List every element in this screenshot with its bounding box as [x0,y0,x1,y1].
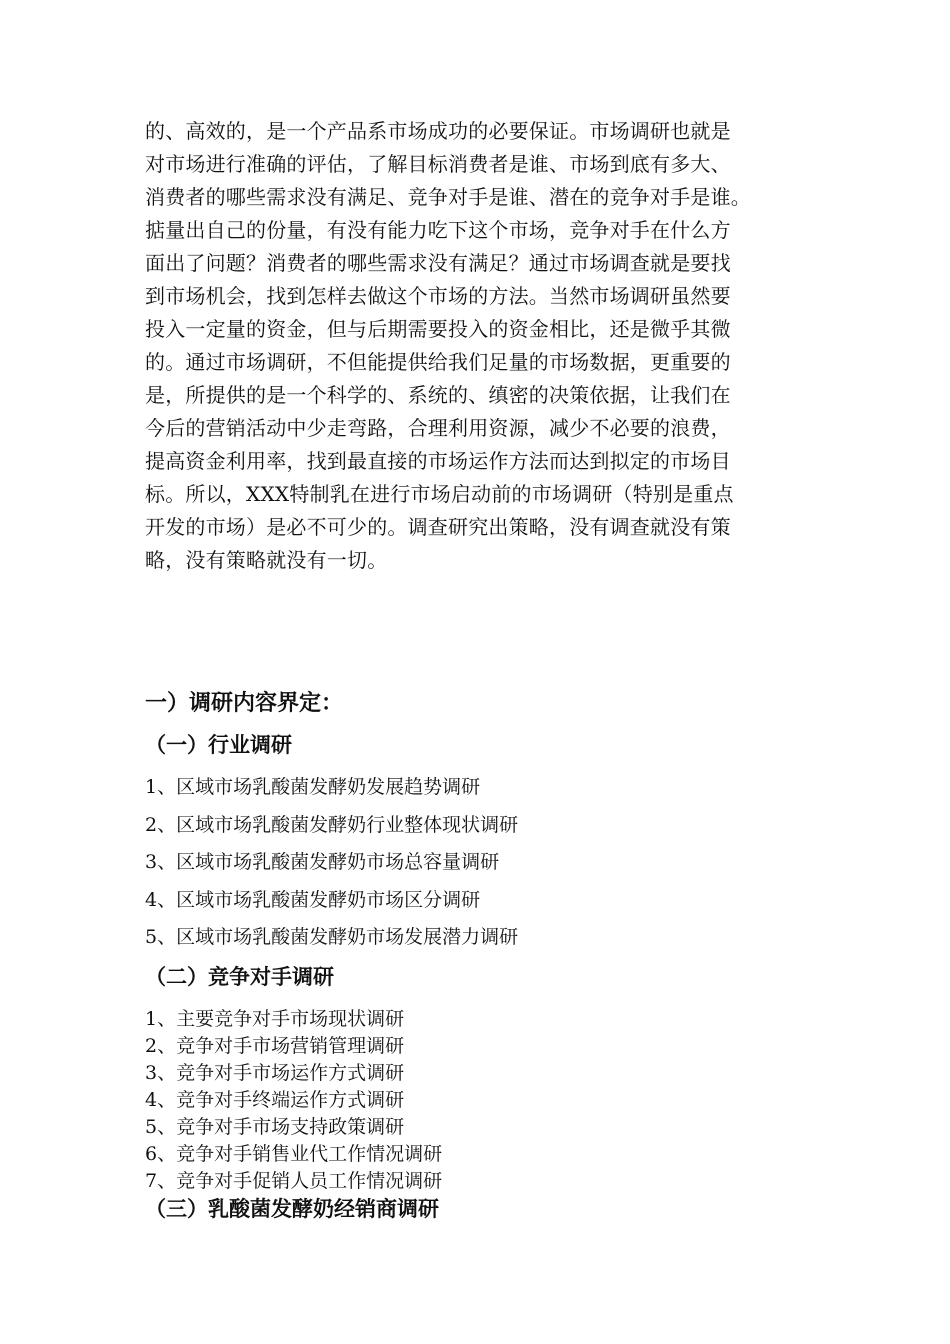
paragraph-line: 对市场进行准确的评估，了解目标消费者是谁、市场到底有多大、 [145,152,731,176]
competitor-research-list [145,1006,442,1195]
paragraph-line: 提高资金利用率，找到最直接的市场运作方法而达到拟定的市场目 [145,449,731,473]
paragraph-line: 今后的营销活动中少走弯路，合理利用资源，减少不必要的浪费， [145,416,731,440]
industry-research-list [145,772,518,960]
paragraph-line: 开发的市场）是必不可少的。调查研究出策略，没有调查就没有策 [145,515,731,539]
paragraph-line: 掂量出自己的份量，有没有能力吃下这个市场，竞争对手在什么方 [145,218,731,242]
paragraph-line: 的。通过市场调研，不但能提供给我们足量的市场数据，更重要的 [145,350,731,374]
paragraph-line: 是，所提供的是一个科学的、系统的、缜密的决策依据，让我们在 [145,383,731,407]
list-item: 6、竞争对手销售业代工作情况调研 [145,1143,443,1165]
paragraph-line: 投入一定量的资金，但与后期需要投入的资金相比，还是微乎其微 [145,317,731,341]
list-item: 2、区域市场乳酸菌发酵奶行业整体现状调研 [145,813,519,836]
paragraph-line: 的、高效的，是一个产品系市场成功的必要保证。市场调研也就是 [145,119,731,143]
list-item: 1、主要竞争对手市场现状调研 [145,1008,405,1030]
list-item: 4、竞争对手终端运作方式调研 [145,1089,405,1111]
list-item: 3、竞争对手市场运作方式调研 [145,1062,405,1084]
paragraph-line: 面出了问题？消费者的哪些需求没有满足？通过市场调查就是要找 [145,251,731,275]
industry-research-heading: （一）行业调研 [145,733,292,757]
list-item: 4、区域市场乳酸菌发酵奶市场区分调研 [145,888,481,911]
paragraph-line: 标。所以，XXX特制乳在进行市场启动前的市场调研（特别是重点 [145,482,734,506]
list-item: 2、竞争对手市场营销管理调研 [145,1035,405,1057]
list-item: 5、区域市场乳酸菌发酵奶市场发展潜力调研 [145,926,519,948]
paragraph-line: 略，没有策略就没有一切。 [145,548,388,572]
dealer-research-heading: （三）乳酸菌发酵奶经销商调研 [145,1197,439,1221]
paragraph-line: 到市场机会，找到怎样去做这个市场的方法。当然市场调研虽然要 [145,284,731,308]
section-heading: 一）调研内容界定： [145,691,344,716]
list-item: 1、区域市场乳酸菌发酵奶发展趋势调研 [145,776,481,798]
competitor-research-heading: （二）竞争对手调研 [145,965,334,989]
list-item: 7、竞争对手促销人员工作情况调研 [145,1170,443,1192]
paragraph-line: 消费者的哪些需求没有满足、竞争对手是谁、潜在的竞争对手是谁。 [145,185,751,209]
list-item: 5、竞争对手市场支持政策调研 [145,1116,405,1138]
intro-paragraph [145,115,815,577]
list-item: 3、区域市场乳酸菌发酵奶市场总容量调研 [145,851,500,873]
